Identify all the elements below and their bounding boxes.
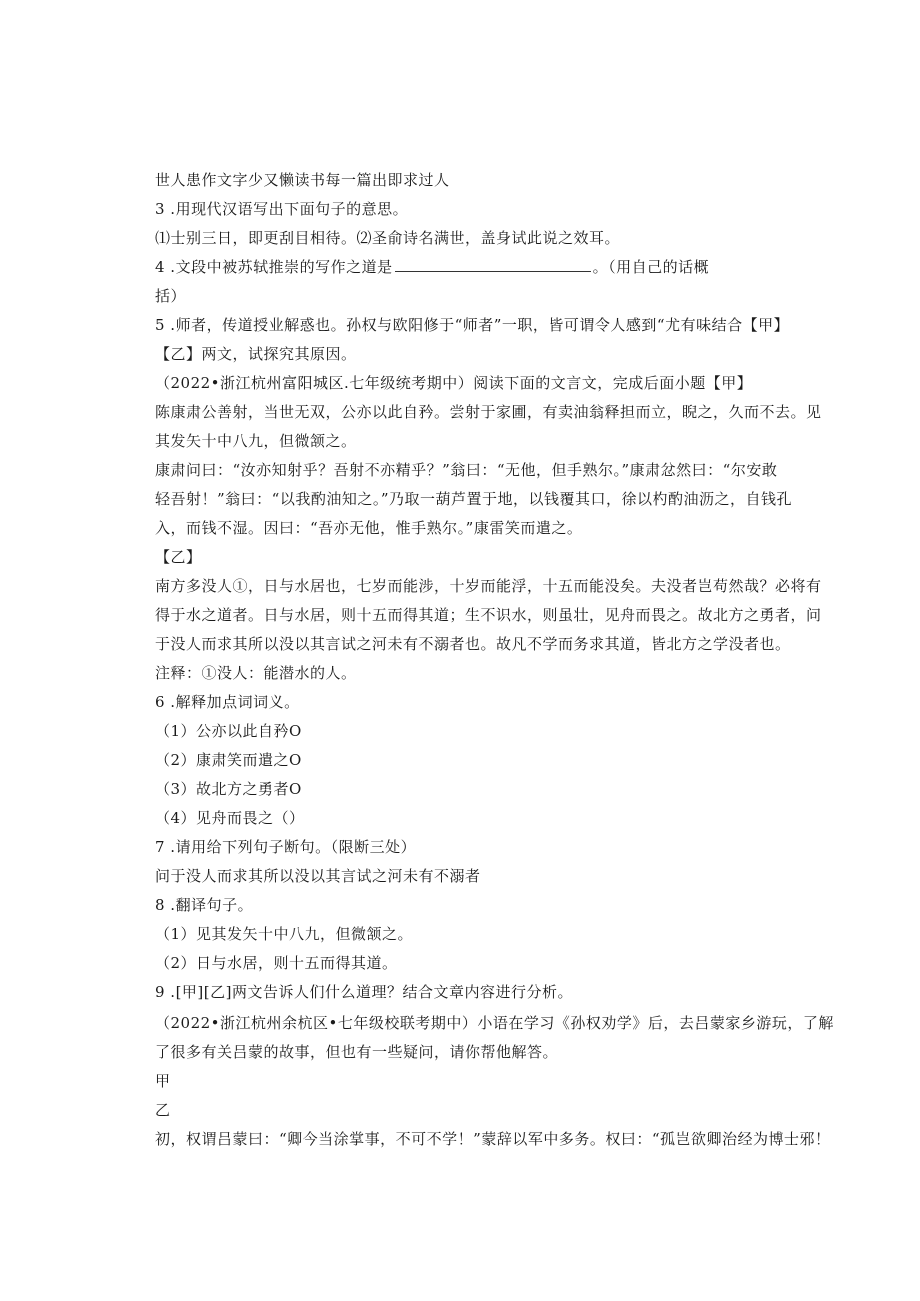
- text-line: 8 .翻译句子。: [155, 896, 254, 914]
- text-line: 5 .师者，传道授业解惑也。孙权与欧阳修于“师者”一职，皆可谓令人感到“尤有味结合【甲】: [155, 316, 790, 334]
- text-line: （1）公亦以此自矜O: [155, 722, 302, 740]
- text-line: 其发矢十中八九，但微颔之。: [155, 432, 357, 450]
- text-line: 入，而钱不湿。因曰：“吾亦无他，惟手熟尔。”康雷笑而遣之。: [155, 519, 583, 537]
- text-line: 了很多有关吕蒙的故事，但也有一些疑问，请你帮他解答。: [155, 1043, 559, 1061]
- text-line: （1）见其发矢十中八九，但微颔之。: [155, 925, 414, 943]
- text-line: 7 .请用给下列句子断句。（限断三处）: [155, 838, 417, 856]
- text-line: 【乙】: [155, 548, 202, 566]
- text-line: 【乙】两文，试探究其原因。: [155, 345, 357, 363]
- text-line: 南方多没人①，日与水居也，七岁而能涉，十岁而能浮，十五而能没矣。夫没者岂苟然哉？必将有: [155, 577, 822, 595]
- text-line: 轻吾射！”翁曰：“以我酌油知之。”乃取一葫芦置于地，以钱覆其口，徐以杓酌油沥之，自钱孔: [155, 490, 793, 508]
- text-line: 3 .用现代汉语写出下面句子的意思。: [155, 200, 409, 218]
- question-text-tail: 。（用自己的话概: [592, 258, 710, 276]
- answer-blank[interactable]: [395, 257, 591, 272]
- text-line: 于没人而求其所以没以其言试之河未有不溺者也。故凡不学而务求其道，皆北方之学没者也。: [155, 635, 791, 653]
- text-line: 乙: [155, 1101, 171, 1119]
- text-line: 括）: [155, 287, 187, 305]
- text-line: （2022•浙江杭州余杭区•七年级校联考期中）小语在学习《孙权劝学》后，去吕蒙家乡游玩，了解: [155, 1014, 834, 1032]
- text-line: 注释：①没人：能潜水的人。: [155, 664, 357, 682]
- text-line: 得于水之道者。日与水居，则十五而得其道；生不识水，则虽壮，见舟而畏之。故北方之勇者，问: [155, 606, 822, 624]
- text-line: 世人患作文字少又懒读书每一篇出即求过人: [155, 171, 450, 189]
- text-line: 甲: [155, 1072, 171, 1090]
- text-line: 问于没人而求其所以没以其言试之河未有不溺者: [155, 867, 481, 885]
- text-line: 康肃问曰：“汝亦知射乎？吾射不亦精乎？”翁曰：“无他，但手熟尔。”康肃忿然曰：“尔安敢: [155, 461, 778, 479]
- text-line: 陈康肃公善射，当世无双，公亦以此自矜。尝射于家圃，有卖油翁释担而立，睨之，久而不去。见: [155, 403, 822, 421]
- text-line: 初，权谓吕蒙曰：“卿今当涂掌事，不可不学！”蒙辞以军中多务。权曰：“孤岂欲卿治经为博士邪！: [155, 1130, 831, 1148]
- text-line: 9 .[甲][乙]两文告诉人们什么道理？结合文章内容进行分析。: [155, 983, 573, 1001]
- text-line: （4）见舟而畏之（）: [155, 809, 305, 827]
- text-line: （2022•浙江杭州富阳城区.七年级统考期中）阅读下面的文言文，完成后面小题【甲】: [155, 374, 753, 392]
- text-line: （2）日与水居，则十五而得其道。: [155, 954, 398, 972]
- text-line: 6 .解释加点词词义。: [155, 693, 300, 711]
- text-line: [155, 257, 855, 277]
- text-line: （2）康肃笑而遣之O: [155, 751, 302, 769]
- question-text: 4 .文段中被苏轼推崇的写作之道是: [155, 258, 393, 276]
- text-line: ⑴士别三日，即更刮目相待。⑵圣俞诗名满世，盖身试此说之效耳。: [155, 229, 621, 247]
- text-line: （3）故北方之勇者O: [155, 780, 302, 798]
